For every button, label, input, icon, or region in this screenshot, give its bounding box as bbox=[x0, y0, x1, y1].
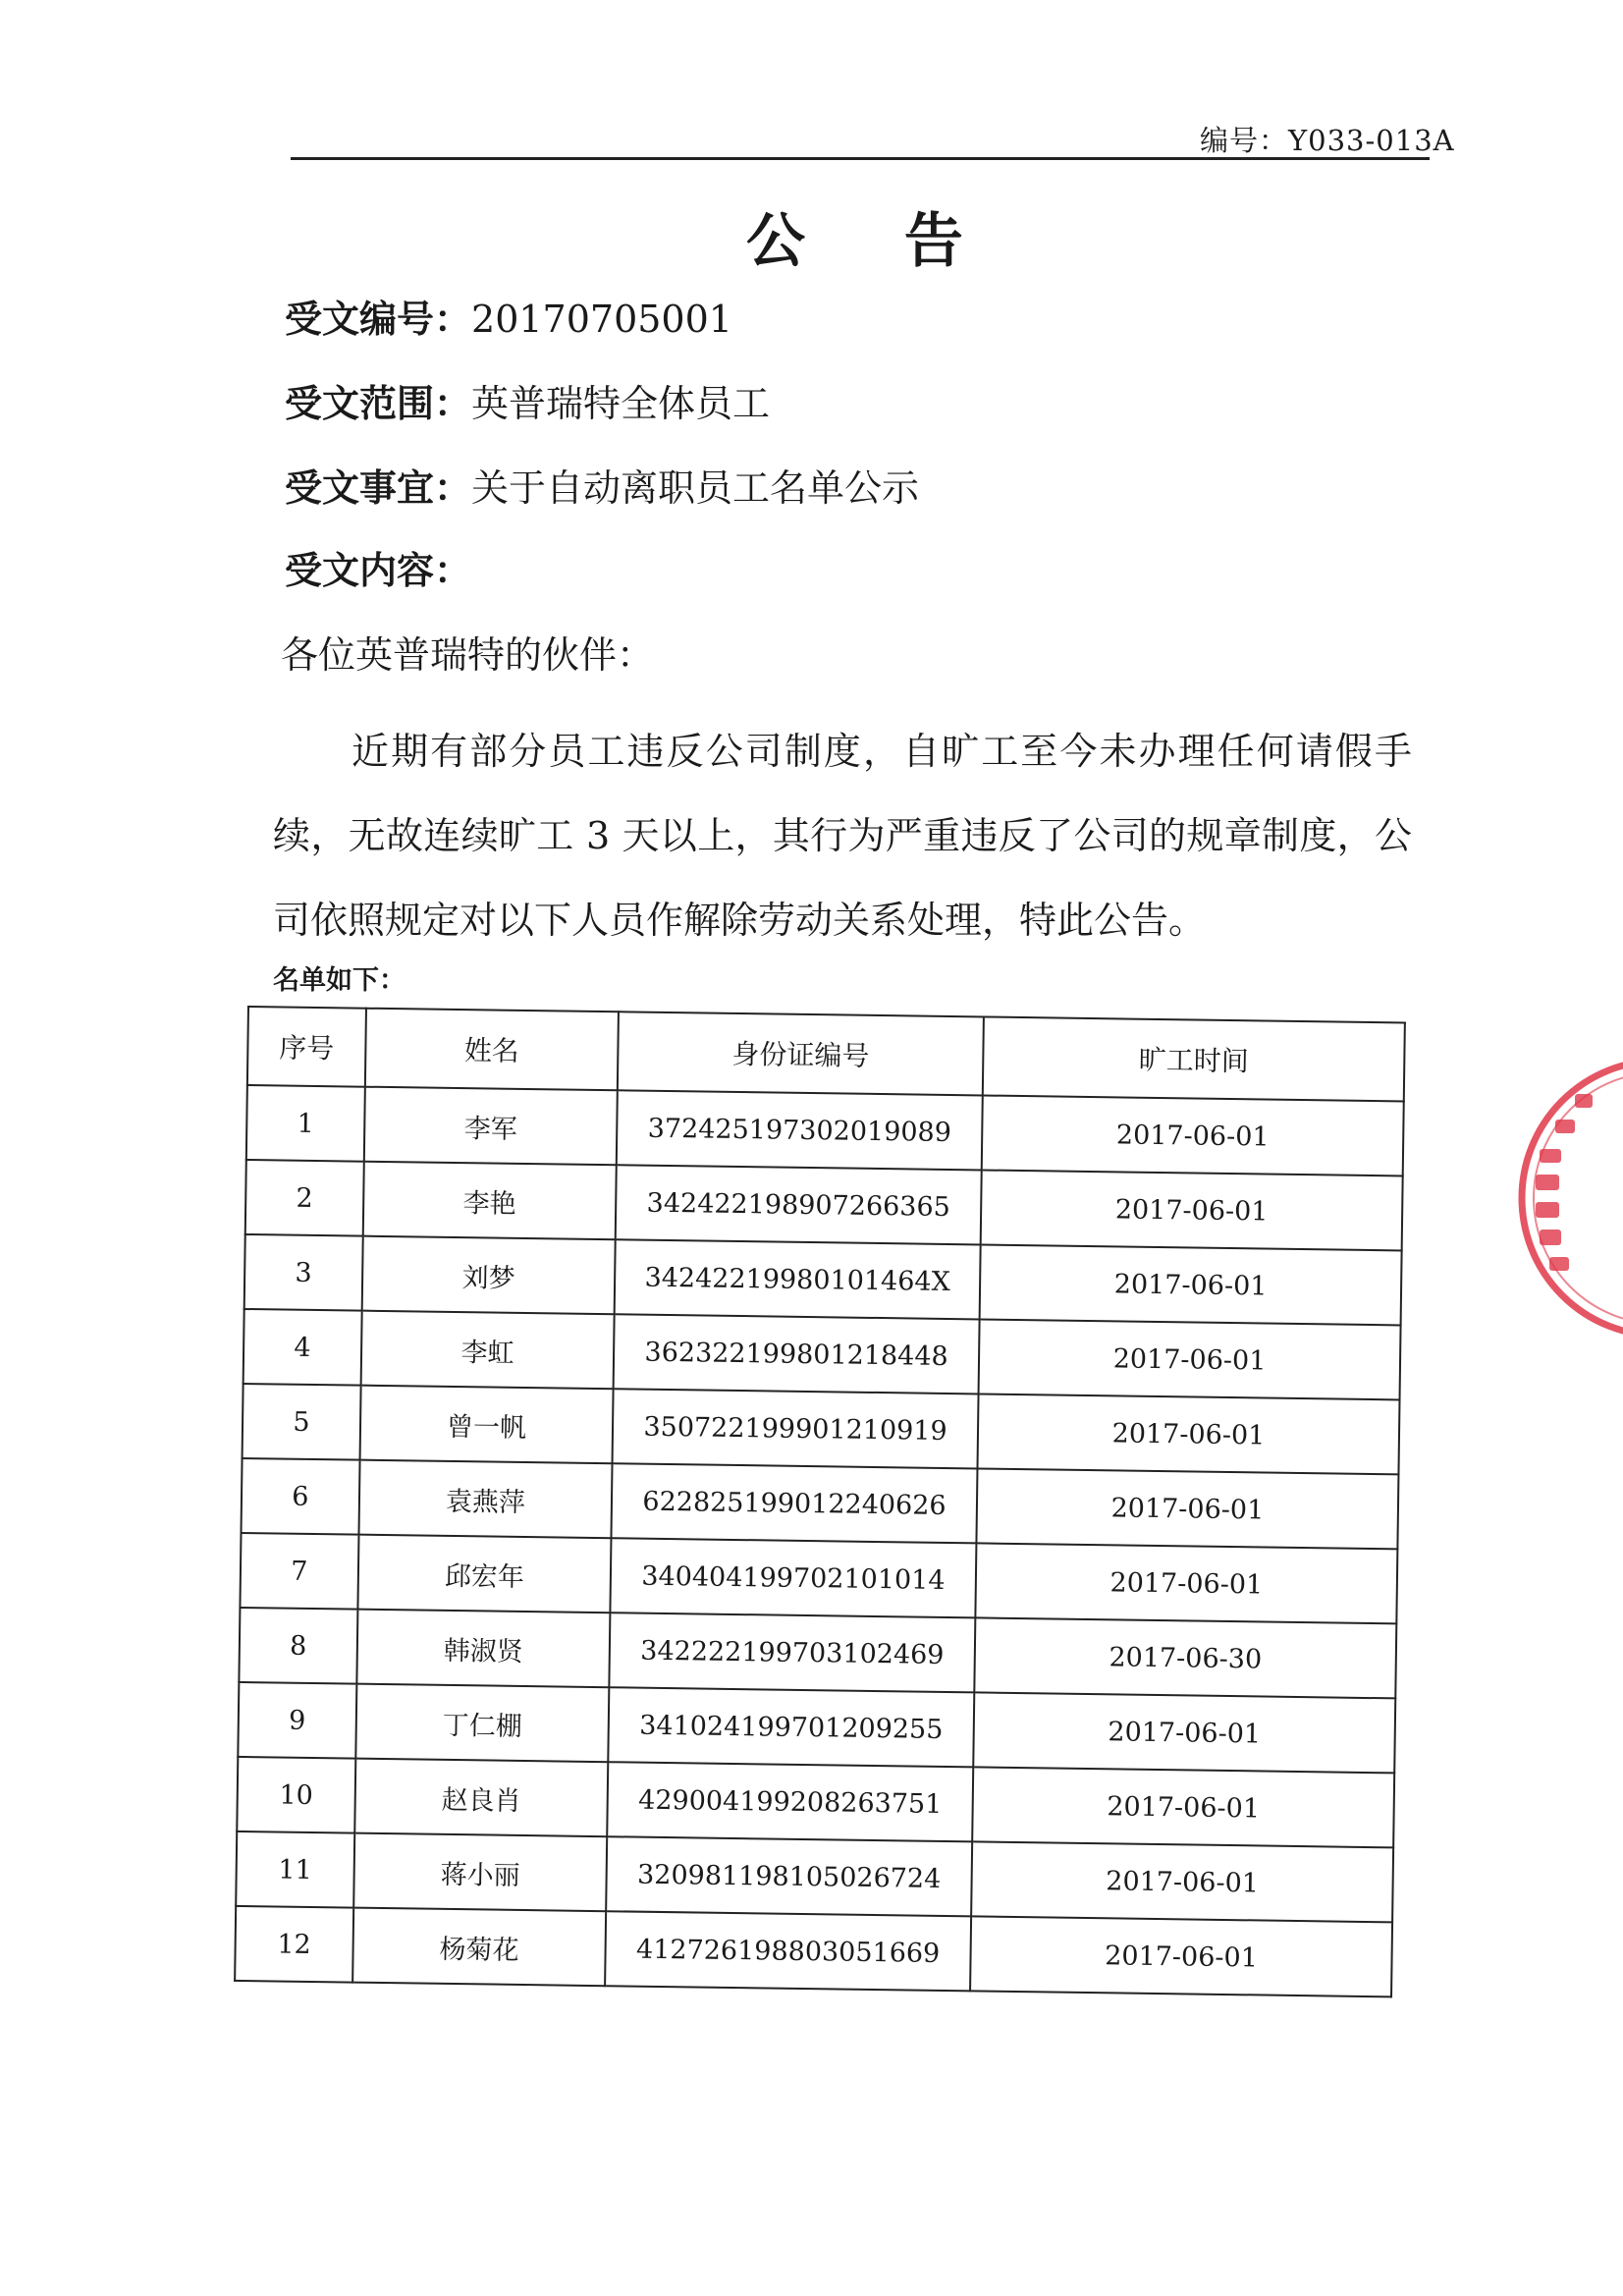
cell-id: 429004199208263751 bbox=[607, 1762, 973, 1841]
cell-name: 袁燕萍 bbox=[358, 1460, 612, 1539]
cell-date: 2017-06-30 bbox=[974, 1617, 1396, 1698]
cell-id: 342222199703102469 bbox=[609, 1613, 975, 1692]
cell-name: 邱宏年 bbox=[357, 1535, 611, 1613]
cell-seq: 4 bbox=[243, 1309, 362, 1386]
cell-name: 李军 bbox=[364, 1087, 618, 1166]
company-seal bbox=[1512, 1051, 1623, 1345]
cell-seq: 1 bbox=[246, 1085, 365, 1162]
field-scope bbox=[285, 373, 770, 427]
list-heading: 名单如下： bbox=[273, 965, 406, 996]
table-row bbox=[235, 1906, 1392, 1996]
cell-id: 622825199012240626 bbox=[612, 1463, 978, 1543]
header-id: 身份证编号 bbox=[618, 1011, 984, 1095]
cell-id: 372425197302019089 bbox=[617, 1090, 983, 1170]
field-subject bbox=[285, 458, 919, 512]
cell-seq: 9 bbox=[238, 1682, 356, 1759]
cell-date: 2017-06-01 bbox=[976, 1468, 1398, 1549]
cell-name: 赵良肖 bbox=[354, 1759, 608, 1837]
cell-id: 320981198105026724 bbox=[606, 1836, 972, 1916]
cell-name: 刘梦 bbox=[361, 1236, 615, 1315]
cell-name: 曾一帆 bbox=[359, 1386, 613, 1464]
field-label: 受文编号： bbox=[285, 298, 472, 341]
notice-title: 公 告 bbox=[746, 207, 1002, 276]
table-body bbox=[235, 1085, 1404, 1996]
cell-seq: 7 bbox=[240, 1533, 358, 1610]
field-value: 英普瑞特全体员工 bbox=[471, 382, 771, 425]
cell-date: 2017-06-01 bbox=[971, 1841, 1393, 1922]
cell-id: 350722199901210919 bbox=[613, 1389, 979, 1468]
cell-date: 2017-06-01 bbox=[982, 1095, 1404, 1175]
header-rule bbox=[291, 157, 1430, 160]
cell-name: 蒋小丽 bbox=[353, 1833, 607, 1912]
header-date: 旷工时间 bbox=[983, 1016, 1405, 1101]
cell-seq: 5 bbox=[243, 1384, 361, 1460]
field-content bbox=[285, 540, 471, 594]
cell-date: 2017-06-01 bbox=[977, 1394, 1399, 1474]
cell-id: 34242219980101464X bbox=[615, 1239, 981, 1319]
cell-id: 341024199701209255 bbox=[608, 1687, 974, 1767]
cell-seq: 11 bbox=[236, 1831, 354, 1908]
cell-id: 342422198907266365 bbox=[616, 1165, 982, 1244]
employee-table bbox=[234, 1006, 1406, 1997]
header-seq: 序号 bbox=[247, 1007, 366, 1087]
cell-date: 2017-06-01 bbox=[970, 1916, 1392, 1996]
field-label: 受文事宜： bbox=[285, 466, 472, 510]
cell-date: 2017-06-01 bbox=[975, 1543, 1397, 1623]
notice-body: 近期有部分员工违反公司制度，自旷工至今未办理任何请假手续，无故连续旷工 3 天以上，其行为严重违反了公司的规章制度，公司依照规定对以下人员作解除劳动关系处理，特此公告。 bbox=[273, 730, 1412, 942]
cell-seq: 12 bbox=[235, 1906, 353, 1983]
cell-name: 丁仁棚 bbox=[355, 1684, 609, 1763]
document-number: 编号：Y033-013A bbox=[1200, 124, 1455, 157]
cell-seq: 2 bbox=[245, 1160, 364, 1236]
cell-name: 杨菊花 bbox=[352, 1908, 606, 1987]
cell-date: 2017-06-01 bbox=[972, 1767, 1394, 1847]
field-value: 关于自动离职员工名单公示 bbox=[471, 466, 920, 510]
cell-id: 362322199801218448 bbox=[614, 1314, 980, 1394]
cell-date: 2017-06-01 bbox=[981, 1170, 1403, 1250]
cell-seq: 6 bbox=[242, 1458, 360, 1535]
cell-id: 412726198803051669 bbox=[605, 1911, 971, 1991]
cell-name: 韩淑贤 bbox=[356, 1610, 610, 1688]
cell-name: 李虹 bbox=[360, 1311, 614, 1390]
cell-date: 2017-06-01 bbox=[979, 1319, 1401, 1399]
field-label: 受文范围： bbox=[285, 382, 472, 425]
cell-seq: 3 bbox=[244, 1234, 363, 1311]
cell-name: 李艳 bbox=[363, 1162, 617, 1240]
header-name: 姓名 bbox=[365, 1009, 619, 1091]
cell-seq: 10 bbox=[237, 1757, 355, 1833]
cell-date: 2017-06-01 bbox=[980, 1244, 1402, 1325]
greeting: 各位英普瑞特的伙伴： bbox=[281, 633, 655, 677]
field-value: 20170705001 bbox=[471, 298, 732, 341]
cell-date: 2017-06-01 bbox=[973, 1692, 1395, 1773]
cell-id: 340404199702101014 bbox=[611, 1538, 977, 1617]
cell-seq: 8 bbox=[239, 1608, 357, 1684]
field-doc-number bbox=[285, 289, 732, 343]
field-label: 受文内容： bbox=[285, 549, 472, 592]
